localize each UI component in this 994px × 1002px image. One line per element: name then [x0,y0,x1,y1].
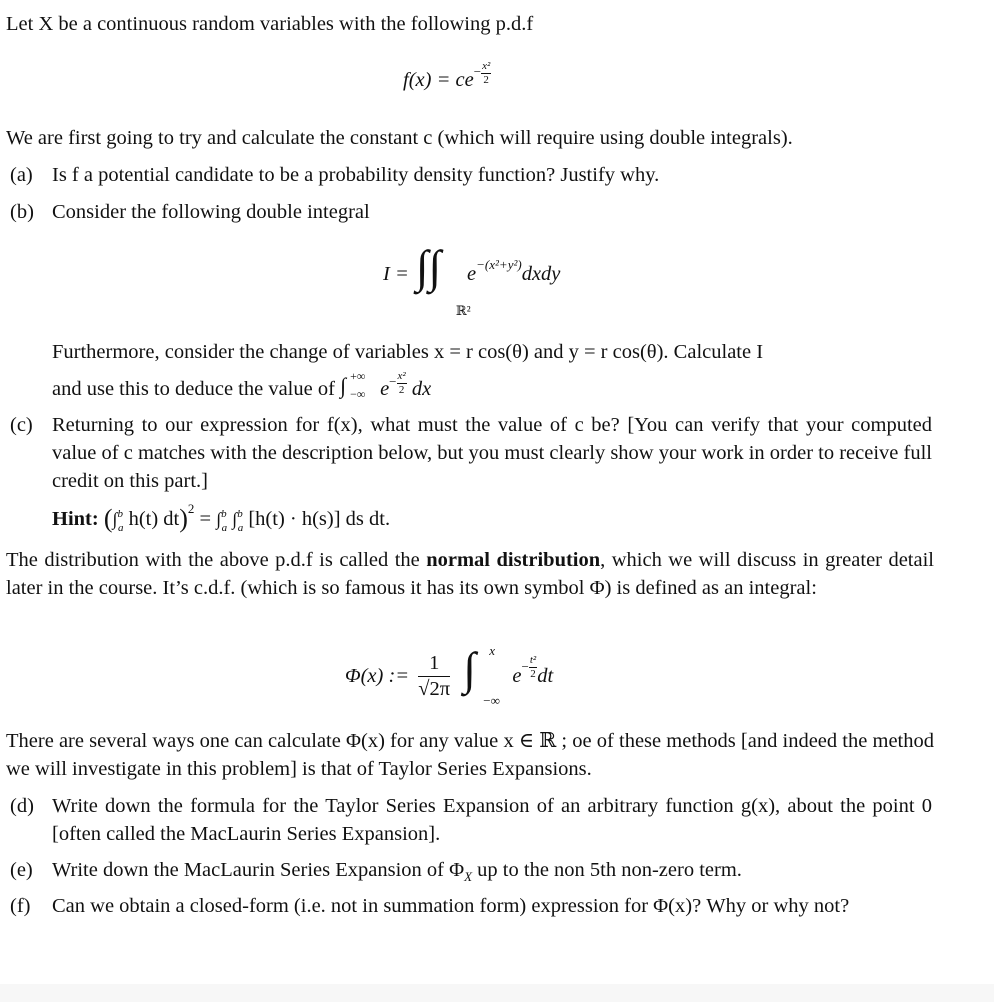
item-b [10,198,932,226]
para-several-ways: There are several ways one can calculate Φ(x) for any value x ∈ ℝ ; oe of these methods [and indeed the method we will investigate in this problem] is that of Taylor Series Expansions. [6,730,934,780]
item-b-text: Consider the following double integral [52,201,370,223]
item-f-text: Can we obtain a closed-form (i.e. not in summation form) expression for Φ(x)? Why or why not? [52,895,850,917]
bottom-strip [0,984,994,1002]
item-a-text: Is f a potential candidate to be a probability density function? Justify why. [52,164,660,186]
item-b-continuation-1: Furthermore, consider the change of variables x = r cos(θ) and y = r cos(θ). Calculate I [52,341,764,363]
item-c-label: (c) [10,414,33,436]
item-e-label: (e) [10,859,33,881]
item-d-label: (d) [10,795,34,817]
item-d-text: Write down the formula for the Taylor Series Expansion of an arbitrary function g(x), about the point 0 [often called the MacLaurin Series Expansion]. [52,795,932,845]
item-b-continuation-2: and use this to deduce the value of ∫ +∞ −∞ $e^{- \frac{\text{x²}}{2}}$ dx [52,369,432,402]
intro-text: Let X be a continuous random variables with the following p.d.f [6,13,534,35]
integration-domain: ℝ² [455,303,471,318]
para-first: We are first going to try and calculate the constant c (which will require using double integrals). [6,127,793,149]
item-f [10,892,932,920]
item-c [10,411,932,495]
item-c-hint: Hint: (∫$^b_a$ h(t) dt)$^2$ = ∫$^b_a$ ∫$^b_a$ [h(t) · h(s)] ds dt. [52,501,391,534]
double-integral-equation: I = ∫∫ ℝ² $e^{-(x^2+y^2)}dxdy$ [383,241,561,318]
item-f-label: (f) [10,895,31,917]
para-normal-distribution: The distribution with the above p.d.f is called the normal distribution, which we will discuss in greater detail later in the course. It’s c.d.f. (which is so famous it has its own symbol Φ) is defined as an integral: [6,549,934,599]
item-d [10,792,932,848]
item-c-text: Returning to our expression for f(x), what must the value of c be? [You can verify that your computed value of c matches with the description below, but you must clearly show your work in order to receive full credit on this part.] [52,414,932,492]
normal-distribution-term: normal distribution [426,549,601,571]
item-a-label: (a) [10,164,33,186]
item-b-label: (b) [10,201,34,223]
cdf-equation: Φ(x) := $\frac{1}{√2\pi}$ ∫ x −∞ $e^{- \frac{\text{t²}}{2}}$ dt [345,643,554,708]
item-e [10,856,932,884]
hint-label: Hint: [52,508,99,530]
item-e-text: Write down the MacLaurin Series Expansion of $\Phi_X$ up to the non 5th non-zero term. [52,859,742,884]
pdf-equation: $f(x) = ce^{- \frac{\text{x²}}{2}}$ [403,59,491,91]
item-a [10,161,932,189]
